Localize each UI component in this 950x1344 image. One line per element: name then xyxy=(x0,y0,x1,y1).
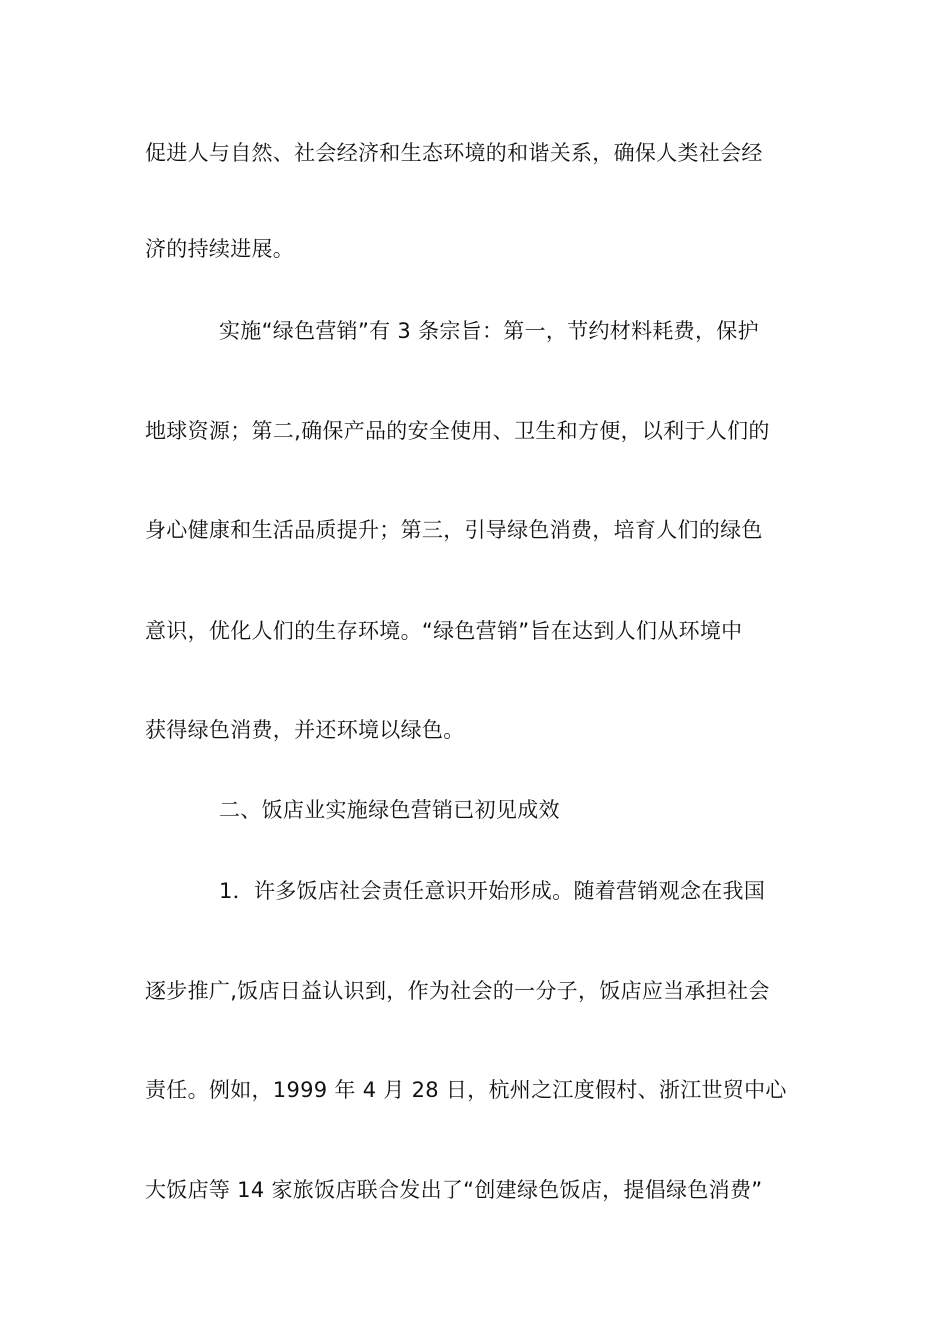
text-line-12: 大饭店等 14 家旅饭店联合发出了“创建绿色饭店，提倡绿色消费” xyxy=(145,1178,763,1202)
text-line-1: 促进人与自然、社会经济和生态环境的和谐关系，确保人类社会经 xyxy=(145,141,763,165)
text-line-3: 实施“绿色营销”有 3 条宗旨：第一，节约材料耗费，保护 xyxy=(219,319,759,343)
text-line-7: 获得绿色消费，并还环境以绿色。 xyxy=(145,718,465,742)
text-line-9: 1．许多饭店社会责任意识开始形成。随着营销观念在我国 xyxy=(219,879,766,903)
text-line-10: 逐步推广,饭店日益认识到，作为社会的一分子，饭店应当承担社会 xyxy=(145,979,770,1003)
text-line-11: 责任。例如，1999 年 4 月 28 日，杭州之江度假村、浙江世贸中心 xyxy=(145,1078,787,1102)
text-line-6: 意识，优化人们的生存环境。“绿色营销”旨在达到人们从环境中 xyxy=(145,619,743,643)
text-line-4: 地球资源；第二,确保产品的安全使用、卫生和方便，以利于人们的 xyxy=(145,419,770,443)
text-line-5: 身心健康和生活品质提升；第三，引导绿色消费，培育人们的绿色 xyxy=(145,518,763,542)
text-line-2: 济的持续进展。 xyxy=(145,237,295,261)
section-heading: 二、饭店业实施绿色营销已初见成效 xyxy=(219,798,560,822)
